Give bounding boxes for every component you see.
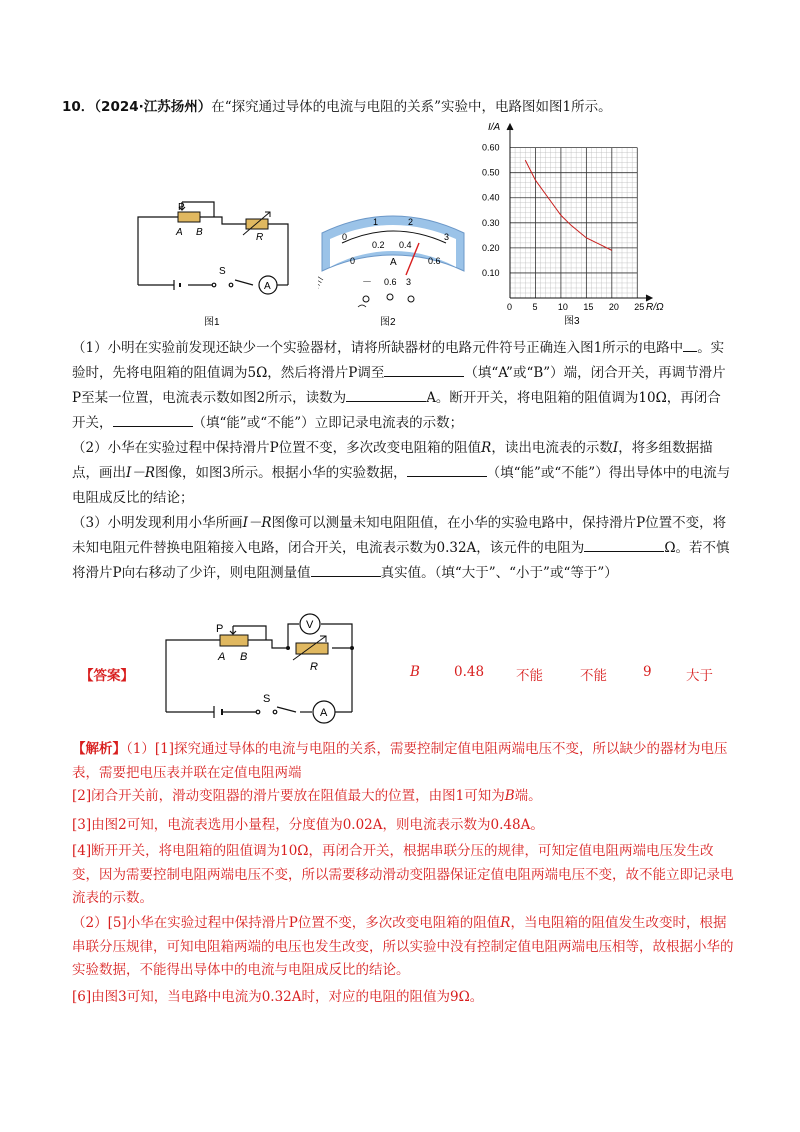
blank-7[interactable]	[311, 562, 381, 577]
dial-top-2: 2	[408, 217, 414, 227]
part-2	[72, 436, 732, 511]
terminal-0.6: 0.6	[384, 277, 397, 287]
answer-label-R: R	[310, 661, 318, 673]
terminal-knob-0.6	[387, 294, 393, 300]
blank-2[interactable]	[384, 362, 464, 377]
part-3-text-a: （3）小明发现利用小华所画	[72, 515, 243, 531]
part-3	[72, 511, 732, 586]
part-3-text-c: Ω。若不慎将滑片P向右移动了少许，则电阻测量值	[72, 540, 730, 581]
dial-tick	[318, 283, 320, 285]
y-tick-label: 0.60	[482, 142, 500, 153]
label-B: B	[196, 227, 203, 238]
dial-top-1: 1	[373, 217, 379, 227]
part-2-var-I: I	[612, 440, 619, 456]
answer-circuit	[160, 612, 380, 732]
figure-1-caption: 图1	[204, 317, 220, 328]
y-tick-label: 0.30	[482, 217, 500, 228]
figure-2-caption: 图2	[380, 317, 396, 328]
label-A: A	[176, 227, 183, 238]
question-header	[62, 95, 612, 115]
part-1-text-a: （1）小明在实验前发现还缺少一个实验器材，请将所缺器材的电路元件符号正确连入图1所示的电路中	[72, 340, 684, 356]
part-3-text-d: 真实值。（填“大于”、“小于”或“等于”）	[380, 565, 618, 581]
analysis-4: [4]断开开关，将电阻箱的阻值调为10Ω，再闭合开关，根据串联分压的规律，可知定值电阻两端电压发生改变，因为需要控制电阻两端电压不变，所以需要移动滑动变阻器保证定值电阻两端电压不变，故不能立即记录电流表的示数。	[72, 843, 734, 906]
dial-bottom-1: 0.2	[372, 240, 385, 250]
analysis-l2a: [2]闭合开关前，滑动变阻器的滑片要放在阻值最大的位置，由图1可知为	[72, 788, 505, 804]
analysis-label: 【解析】	[72, 741, 126, 757]
blank-3[interactable]	[346, 387, 426, 402]
part-2-var-R: R	[481, 440, 492, 456]
answer-voltmeter-label: V	[306, 619, 314, 631]
wire-left	[138, 217, 180, 285]
analysis-3: [3]由图2可知，电流表选用小量程，分度值为0.02A，则电流表示数为0.48A。	[72, 817, 544, 833]
answer-3: 不能	[516, 668, 543, 684]
analysis-l2b: 端。	[514, 788, 542, 804]
answer-4: 不能	[580, 668, 607, 684]
terminal-knob-minus	[363, 296, 369, 302]
question-number: 10．	[62, 99, 95, 115]
answer-ammeter-label: A	[320, 707, 328, 719]
blank-4[interactable]	[113, 412, 193, 427]
dial-bottom-2: 0.4	[399, 240, 412, 250]
dial-tick	[318, 280, 321, 283]
part-2-text-a: （2）小华在实验过程中保持滑片P位置不变，多次改变电阻箱的阻值	[72, 440, 482, 456]
terminal-3: 3	[406, 277, 412, 287]
figure-3-caption: 图3	[564, 316, 580, 327]
x-tick-label: 25	[634, 302, 645, 312]
part-1-text-d: A。断开开关，将电阻箱的阻值调为10Ω，再闭合开关，	[72, 390, 721, 431]
answer-label-B: B	[240, 651, 248, 663]
answer-label: 【答案】	[80, 668, 134, 684]
x-tick-label: 0	[507, 302, 513, 312]
y-tick-label: 0.20	[482, 242, 500, 253]
dial-bottom-0: 0	[350, 256, 356, 266]
answer-1: B	[410, 664, 420, 680]
analysis-6: [6]由图3可知，当电路中电流为0.32A时，对应的电阻的阻值为9Ω。	[72, 989, 484, 1005]
battery-symbol	[174, 280, 180, 290]
analysis-5	[72, 912, 736, 983]
part-1-text-e: （填“能”或“不能”）立即记录电流表的示数；	[192, 415, 464, 431]
blank-5[interactable]	[407, 462, 487, 477]
question-stem: 在“探究通过导体的电流与电阻的关系”实验中，电路图如图1所示。	[211, 99, 612, 115]
y-tick-label: 0.50	[482, 167, 500, 178]
part-1-text-c: （填“A”或“B”）端，闭合开关，再调节滑片P至某一位置，电流表示数如图2所示，读数为	[72, 365, 726, 406]
y-axis-label: I/A	[488, 122, 501, 133]
analysis-2	[72, 785, 736, 809]
figure-3-graph	[478, 118, 678, 328]
y-tick-label: 0.10	[482, 267, 500, 278]
answer-rheostat	[220, 635, 248, 646]
part-1-text-b: 。实验时，先将电阻箱的阻值调为5Ω，然后将滑片P调至	[72, 340, 725, 381]
terminal-minus: －	[362, 277, 372, 288]
x-tick-label: 20	[608, 302, 619, 312]
answer-label-P: P	[216, 623, 224, 635]
part-3-var-IR: I－R	[242, 515, 272, 531]
analysis-l5b: ，当电阻箱的阻值发生改变时，根据串联分压规律，可知电阻箱两端的电压也发生改变，所以实验中没有控制定值电阻两端电压相等，故根据小华的实验数据，不能得出导体中的电流与电阻成反比的结论。	[72, 915, 734, 978]
dial-top-0: 0	[342, 232, 348, 242]
part-2-text-c: ，将多组数据描点，画出	[72, 440, 713, 481]
analysis-l1: （1）[1]探究通过导体的电流与电阻的关系，需要控制定值电阻两端电压不变，所以缺少的器材为电压表，需要把电压表并联在定值电阻两端	[72, 741, 728, 781]
analysis-l5-var-R: R	[500, 915, 511, 931]
rheostat-symbol	[178, 212, 200, 222]
wire-right-top	[198, 217, 288, 285]
x-tick-label: 15	[583, 302, 594, 312]
resistance-box-symbol	[246, 219, 268, 229]
analysis-l5a: （2）[5]小华在实验过程中保持滑片P位置不变，多次改变电阻箱的阻值	[72, 915, 501, 931]
part-2-text-e: （填“能”或“不能”）得出导体中的电流与电阻成反比的结论；	[72, 465, 731, 506]
dial-bottom-3: 0.6	[428, 256, 441, 266]
dial-tick	[318, 276, 323, 280]
analysis-l2-var-B: B	[504, 788, 515, 804]
label-R: R	[256, 232, 264, 243]
dial-unit: A	[390, 257, 397, 268]
part-2-text-b: ，读出电流表的示数	[491, 440, 613, 456]
part-1	[72, 336, 732, 436]
y-tick-label: 0.40	[482, 192, 500, 203]
answer-2: 0.48	[454, 664, 485, 680]
x-tick-label: 5	[532, 302, 538, 312]
dial-top-3: 3	[444, 232, 450, 242]
part-2-text-d: 图像，如图3所示。根据小华的实验数据，	[155, 465, 407, 481]
part-3-text-b: 图像可以测量未知电阻阻值，在小华的实验电路中，保持滑片P位置不变，将未知电阻元件替换电阻箱接入电路，闭合开关，电流表示数为0.32A，该元件的电阻为	[72, 515, 727, 556]
answer-6: 大于	[686, 668, 713, 684]
terminal-knob-3	[408, 296, 414, 302]
figure-1-circuit	[128, 200, 298, 330]
part-2-var-IR: I－R	[126, 465, 155, 481]
question-source: （2024·江苏扬州）	[94, 99, 212, 115]
blank-6[interactable]	[584, 537, 664, 552]
analysis-1	[72, 738, 736, 785]
x-axis-label: R/Ω	[646, 302, 664, 313]
ammeter-label: A	[264, 281, 271, 292]
i-r-curve	[525, 160, 612, 250]
answer-label-S: S	[263, 693, 271, 705]
answer-label-A: A	[218, 651, 226, 663]
figure-2-ammeter	[318, 205, 468, 330]
label-S: S	[219, 266, 226, 277]
x-tick-label: 10	[557, 302, 568, 312]
answer-5: 9	[643, 664, 652, 680]
label-P: P	[178, 202, 185, 213]
blank-1[interactable]	[683, 337, 697, 352]
answer-resistance-box	[296, 643, 328, 654]
